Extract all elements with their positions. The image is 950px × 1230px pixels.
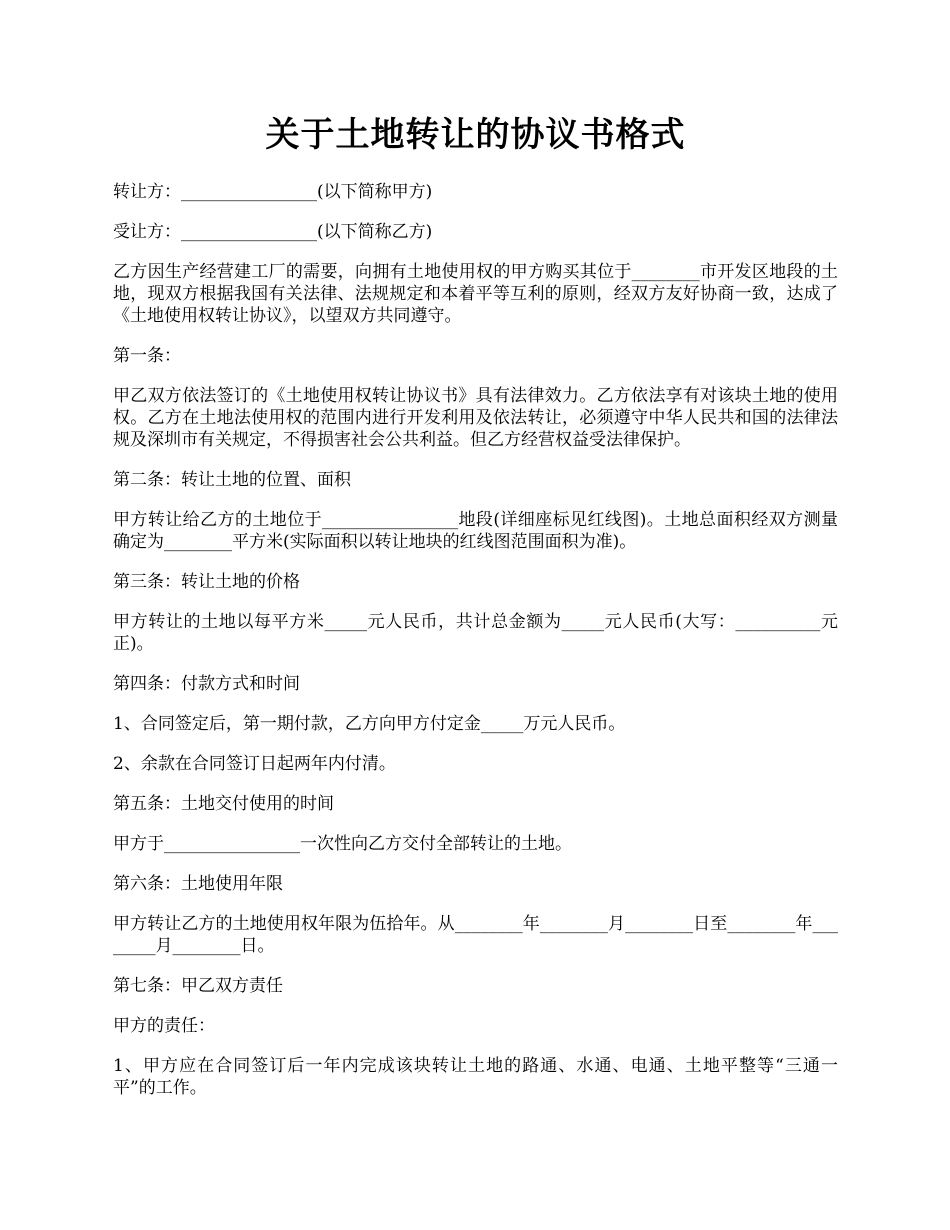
party-a-duty-1: 1、甲方应在合同签订后一年内完成该块转让土地的路通、水通、电通、土地平整等“三通一平”的工作。 (113, 1056, 838, 1098)
article-5-body: 甲方于________________一次性向乙方交付全部转让的土地。 (113, 834, 572, 854)
transferee-line: 受让方：________________(以下简称乙方) (113, 222, 433, 242)
party-a-duties-heading: 甲方的责任： (113, 1016, 215, 1036)
article-2-body: 甲方转让给乙方的土地位于________________地段(详细座标见红线图)。土地总面积经双方测量确定为________平方米(实际面积以转让地块的红线图范围面积为准)。 (113, 510, 838, 552)
transferor-line: 转让方：________________(以下简称甲方) (113, 182, 433, 202)
article-1-body: 甲乙双方依法签订的《土地使用权转让协议书》具有法律效力。乙方依法享有对该块土地的使用权。乙方在土地法使用权的范围内进行开发利用及依法转让，必须遵守中华人民共和国的法律法规及深圳市有关规定，不得损害社会公共利益。但乙方经营权益受法律保护。 (113, 386, 838, 450)
article-2-heading: 第二条：转让土地的位置、面积 (113, 470, 351, 490)
article-7-heading: 第七条：甲乙双方责任 (113, 976, 283, 996)
article-3-body: 甲方转让的土地以每平方米_____元人民币，共计总金额为_____元人民币(大写：__________元正)。 (113, 612, 838, 654)
article-4-item-1: 1、合同签定后，第一期付款，乙方向甲方付定金_____万元人民币。 (113, 714, 626, 734)
article-1-heading: 第一条： (113, 346, 181, 366)
preamble-paragraph: 乙方因生产经营建工厂的需要，向拥有土地使用权的甲方购买其位于________市开发区地段的土地，现双方根据我国有关法律、法规规定和本着平等互利的原则，经双方友好协商一致，达成了《土地使用权转让协议》，以望双方共同遵守。 (113, 262, 838, 326)
article-6-body: 甲方转让乙方的土地使用权年限为伍拾年。从________年________月________日至________年________月________日。 (113, 914, 838, 956)
article-3-heading: 第三条：转让土地的价格 (113, 572, 300, 592)
article-6-heading: 第六条：土地使用年限 (113, 874, 283, 894)
article-5-heading: 第五条：土地交付使用的时间 (113, 794, 334, 814)
document-title: 关于土地转让的协议书格式 (265, 115, 686, 155)
article-4-item-2: 2、余款在合同签订日起两年内付清。 (113, 754, 396, 774)
article-4-heading: 第四条：付款方式和时间 (113, 674, 300, 694)
